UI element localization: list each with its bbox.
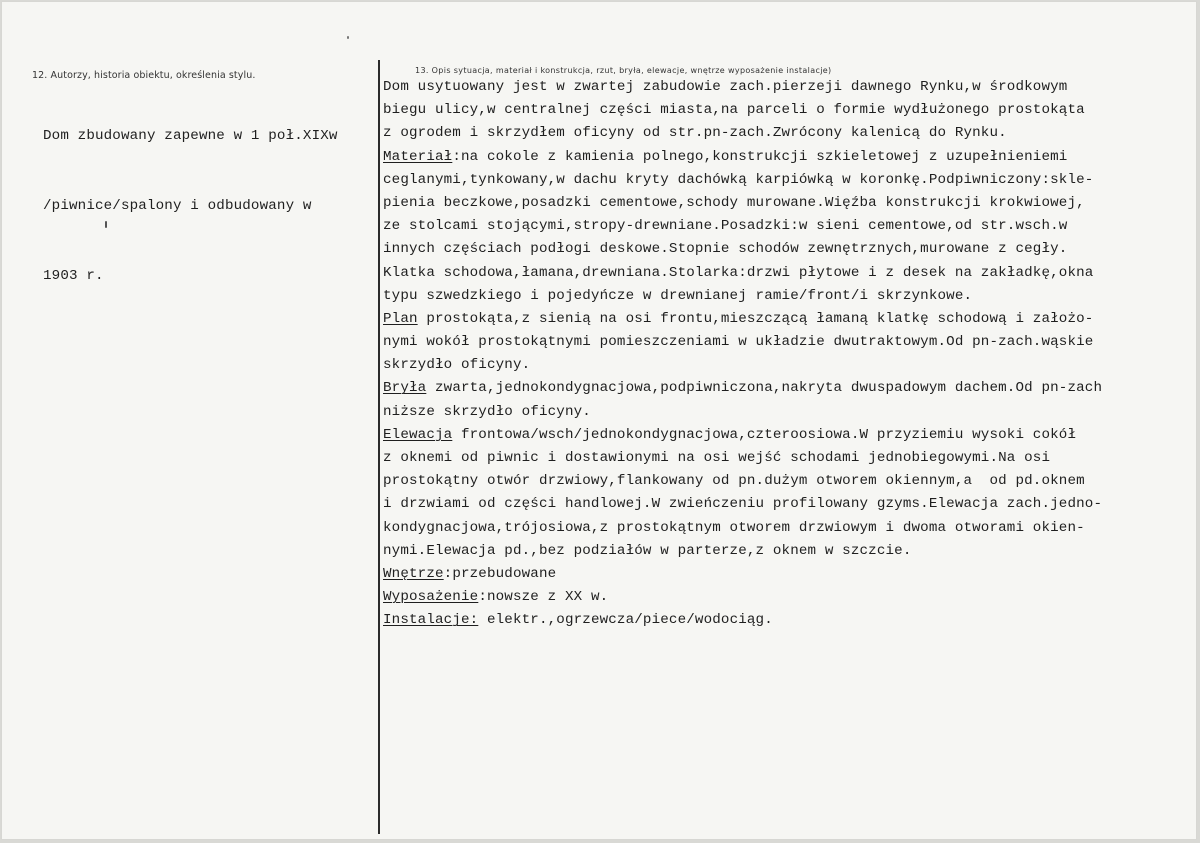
description-line: [383, 285, 1195, 308]
description-text: [383, 76, 1195, 633]
description-line: [383, 377, 1195, 400]
description-line: [383, 308, 1195, 331]
description-line: [383, 146, 1195, 169]
section-label: Wnętrze: [383, 565, 444, 582]
description-line: [383, 447, 1195, 470]
description-line: [383, 586, 1195, 609]
description-line: [383, 354, 1195, 377]
description-text-run: frontowa/wsch/jednokondygnacjowa,czteroosiowa.W przyziemiu wysoki cokół: [452, 426, 1077, 443]
description-text-run: i drzwiami od części handlowej.W zwieńczeniu profilowany gzyms.Elewacja zach.jedno-: [383, 496, 1103, 513]
description-text-run: :na cokole z kamienia polnego,konstrukcji szkieletowej z uzupełnieniemi: [452, 148, 1068, 165]
description-line: [383, 122, 1195, 145]
description-text-run: zwarta,jednokondygnacjowa,podpiwniczona,nakryta dwuspadowym dachem.Od pn-zach: [426, 380, 1103, 397]
description-text-run: skrzydło oficyny.: [383, 357, 531, 374]
description-text-run: ceglanymi,tynkowany,w dachu kryty dachówką karpiówką w koronkę.Podpiwniczony:skle-: [383, 171, 1094, 188]
section-label: Bryła: [383, 380, 427, 397]
description-line: [383, 238, 1195, 261]
description-line: [383, 215, 1195, 238]
description-line: [383, 401, 1195, 424]
description-text-run: Klatka schodowa,łamana,drewniana.Stolarka:drzwi płytowe i z desek na zakładkę,okna: [383, 264, 1094, 281]
description-text-run: :przebudowane: [443, 565, 557, 582]
description-text-run: biegu ulicy,w centralnej części miasta,na parceli o formie wydłużonego prostokąta: [383, 102, 1085, 119]
description-line: [383, 424, 1195, 447]
description-line: [383, 493, 1195, 516]
description-text-run: :nowsze z XX w.: [478, 589, 609, 606]
description-line: [383, 76, 1195, 99]
description-line: [383, 262, 1195, 285]
right-column-heading: 13. Opis sytuacja, materiał i konstrukcja, rzut, bryła, elewacje, wnętrze wyposażenie instalacje): [415, 66, 832, 75]
history-text: [43, 79, 375, 334]
description-line: [383, 169, 1195, 192]
paper-mark: [347, 36, 349, 39]
section-label: Instalacje:: [383, 612, 479, 629]
history-line: 1903 r.: [43, 267, 104, 284]
description-line: [383, 540, 1195, 563]
ink-mark: [105, 221, 107, 228]
history-line: /piwnice/spalony i odbudowany w: [43, 198, 312, 214]
description-line: [383, 99, 1195, 122]
description-line: [383, 609, 1195, 632]
description-text-run: innych częściach podłogi deskowe.Stopnie schodów zewnętrznych,murowane z cegły.: [383, 241, 1068, 258]
description-line: [383, 563, 1195, 586]
description-text-run: ze stolcami stojącymi,stropy-drewniane.Posadzki:w sieni cementowe,od str.wsch.w: [383, 218, 1068, 235]
description-text-run: z oknemi od piwnic i dostawionymi na osi wejść schodami jednobiegowymi.Na osi: [383, 450, 1051, 466]
description-text-run: nymi wokół prostokątnymi pomieszczeniami w układzie dwutraktowym.Od pn-zach.wąskie: [383, 334, 1094, 351]
description-line: [383, 192, 1195, 215]
section-label: Plan: [383, 310, 418, 327]
description-text-run: kondygnacjowa,trójosiowa,z prostokątnym otworem drzwiowym i dwoma otworami okien-: [383, 519, 1085, 536]
description-line: [383, 331, 1195, 354]
description-line: [383, 470, 1195, 493]
left-column-heading: 12. Autorzy, historia obiektu, określenia stylu.: [32, 70, 256, 81]
record-card: [1, 1, 1197, 840]
description-text-run: prostokąta,z sienią na osi frontu,mieszczącą łamaną klatkę schodową i założo-: [417, 310, 1094, 327]
description-text-run: typu szwedzkiego i pojedyńcze w drewnianej ramie/front/i skrzynkowe.: [383, 287, 973, 304]
description-text-run: prostokątny otwór drzwiowy,flankowany od pn.dużym otworem okiennym,a od pd.oknem: [383, 473, 1085, 490]
description-text-run: z ogrodem i skrzydłem oficyny od str.pn-zach.Zwrócony kalenicą do Rynku.: [383, 125, 1007, 142]
section-label: Elewacja: [383, 426, 453, 443]
section-label: Wyposażenie: [383, 589, 479, 606]
description-line: [383, 517, 1195, 540]
column-divider: [378, 60, 380, 834]
description-text-run: elektr.,ogrzewcza/piece/wodociąg.: [478, 612, 773, 629]
description-text-run: nymi.Elewacja pd.,bez podziałów w parterze,z oknem w szczcie.: [383, 542, 912, 559]
history-line: Dom zbudowany zapewne w 1 poł.XIXw: [43, 128, 338, 145]
description-text-run: niższe skrzydło oficyny.: [383, 403, 591, 420]
section-label: Materiał: [383, 148, 453, 165]
description-text-run: Dom usytuowany jest w zwartej zabudowie zach.pierzeji dawnego Rynku,w środkowym: [383, 79, 1068, 95]
description-text-run: pienia beczkowe,posadzki cementowe,schody murowane.Więźba konstrukcji krokwiowej,: [383, 194, 1085, 211]
